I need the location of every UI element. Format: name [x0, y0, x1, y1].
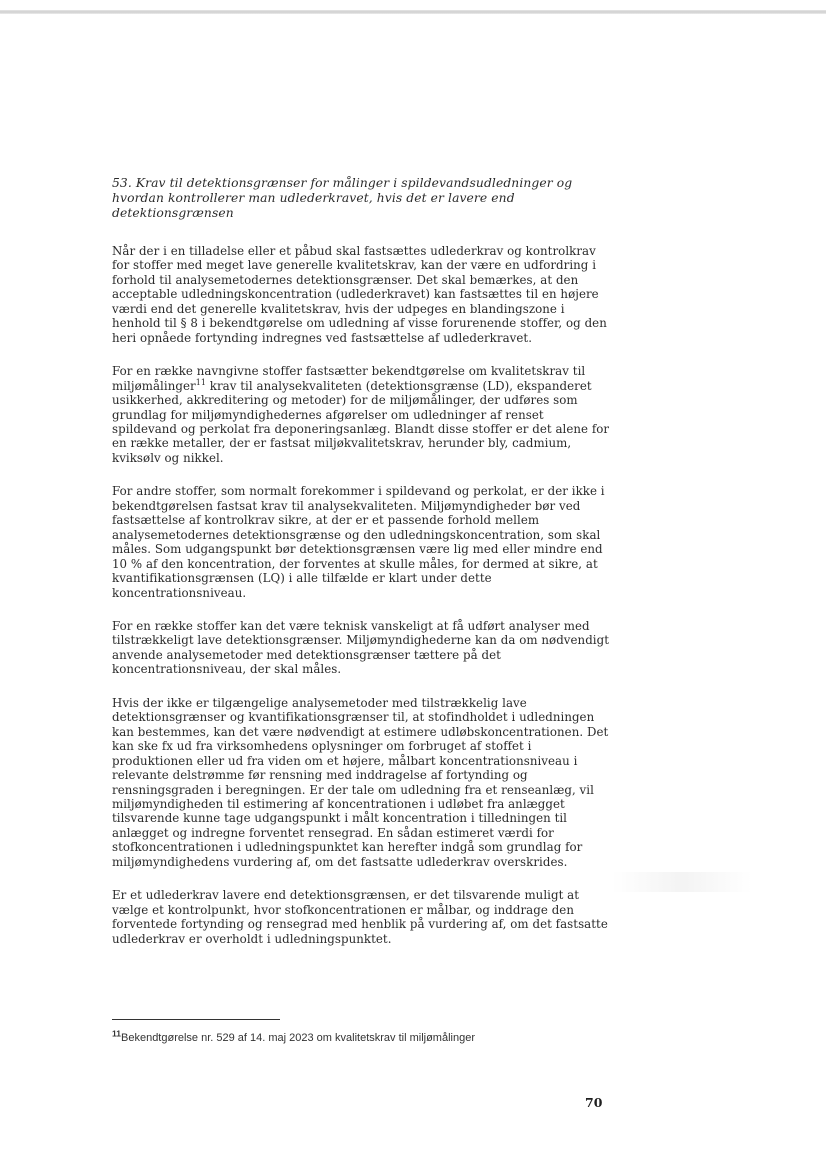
- page-content: [112, 176, 612, 965]
- paragraph-2: [112, 364, 612, 465]
- paragraph-6: Er et udlederkrav lavere end detektionsgrænsen, er det tilsvarende muligt at vælge et kontrolpunkt, hvor stofkoncentrationen er målbar, og inddrage den forventede fortynding og rensegrad med henblik på vurdering af, om det fastsatte udlederkrav er overholdt i udledningspunktet.: [112, 888, 608, 946]
- footnote-number: 11: [112, 1028, 121, 1039]
- paragraph-5: Hvis der ikke er tilgængelige analysemetoder med tilstrækkelig lave detektionsgrænser og kvantifikationsgrænser til, at stofindholdet i udledningen kan bestemmes, kan det være nødvendigt at estimere udløbskoncentrationen. Det kan ske fx ud fra virksomhedens oplysninger om forbruget af stoffet i produktionen eller ud fra viden om et højere, målbart koncentrationsniveau i relevante delstrømme før rensning med inddragelse af fortynding og rensningsgraden i beregningen. Er der tale om udledning fra et renseanlæg, vil miljømyndigheden til estimering af koncentrationen i udløbet fra anlægget tilsvarende kunne tage udgangspunkt i målt koncentration i tilledningen til anlægget og indregne forventet rensegrad. En sådan estimeret værdi for stofkoncentrationen i udledningspunktet kan herefter indgå som grundlag for miljømyndighedens vurdering af, om det fastsatte udlederkrav overskrides.: [112, 695, 609, 869]
- paragraph-3: For andre stoffer, som normalt forekommer i spildevand og perkolat, er der ikke i bekendtgørelsen fastsat krav til analysekvaliteten. Miljømyndigheder bør ved fastsættelse af kontrolkrav sikre, at der er et passende forhold mellem analysemetodernes detektionsgrænse og den udledningskoncentration, som skal måles. Som udgangspunkt bør detektionsgrænsen være lig med eller mindre end 10 % af den koncentration, der forventes at skulle måles, for dermed at sikre, at kvantifikationsgrænsen (LQ) i alle tilfælde er klart under dette koncentrationsniveau.: [112, 484, 605, 600]
- footnote: [112, 1028, 475, 1045]
- footnote-text: Bekendtgørelse nr. 529 af 14. maj 2023 om kvalitetskrav til miljømålinger: [121, 1032, 475, 1044]
- scan-artifact: [612, 872, 752, 892]
- footnote-divider: [112, 1019, 280, 1020]
- paragraph-2-text-after: krav til analysekvaliteten (detektionsgrænse (LD), ekspanderet usikkerhed, akkreditering og metoder) for de miljømålinger, der udføres som grundlag for miljømyndighedernes afgørelser om udledninger af renset spildevand og perkolat fra deponeringsanlæg. Blandt disse stoffer er det alene for en række metaller, der er fastsat miljøkvalitetskrav, herunder bly, cadmium, kviksølv og nikkel.: [112, 378, 610, 465]
- section-heading: 53. Krav til detektionsgrænser for målinger i spildevandsudledninger og hvordan kontrollerer man udlederkravet, hvis det er lavere end detektionsgrænsen: [112, 176, 573, 220]
- footnote-reference: 11: [195, 377, 206, 387]
- page-number: 70: [585, 1095, 603, 1110]
- scan-top-edge: [0, 10, 826, 14]
- paragraph-4: For en række stoffer kan det være teknisk vanskeligt at få udført analyser med tilstrækkeligt lave detektionsgrænser. Miljømyndighederne kan da om nødvendigt anvende analysemetoder med detektionsgrænser tættere på det koncentrationsniveau, der skal måles.: [112, 618, 610, 677]
- paragraph-1: Når der i en tilladelse eller et påbud skal fastsættes udlederkrav og kontrolkrav for stoffer med meget lave generelle kvalitetskrav, kan der være en udfordring i forhold til analysemetodernes detektionsgrænser. Det skal bemærkes, at den acceptable udledningskoncentration (udlederkravet) kan fastsættes til en højere værdi end det generelle kvalitetskrav, hvis der udpeges en blandingszone i henhold til § 8 i bekendtgørelse om udledning af visse forurenende stoffer, og den heri opnåede fortynding indregnes ved fastsættelse af udlederkravet.: [112, 244, 607, 345]
- paragraph-2-text-before: For en række navngivne stoffer fastsætter bekendtgørelse om kvalitetskrav til miljømålinger: [112, 364, 586, 393]
